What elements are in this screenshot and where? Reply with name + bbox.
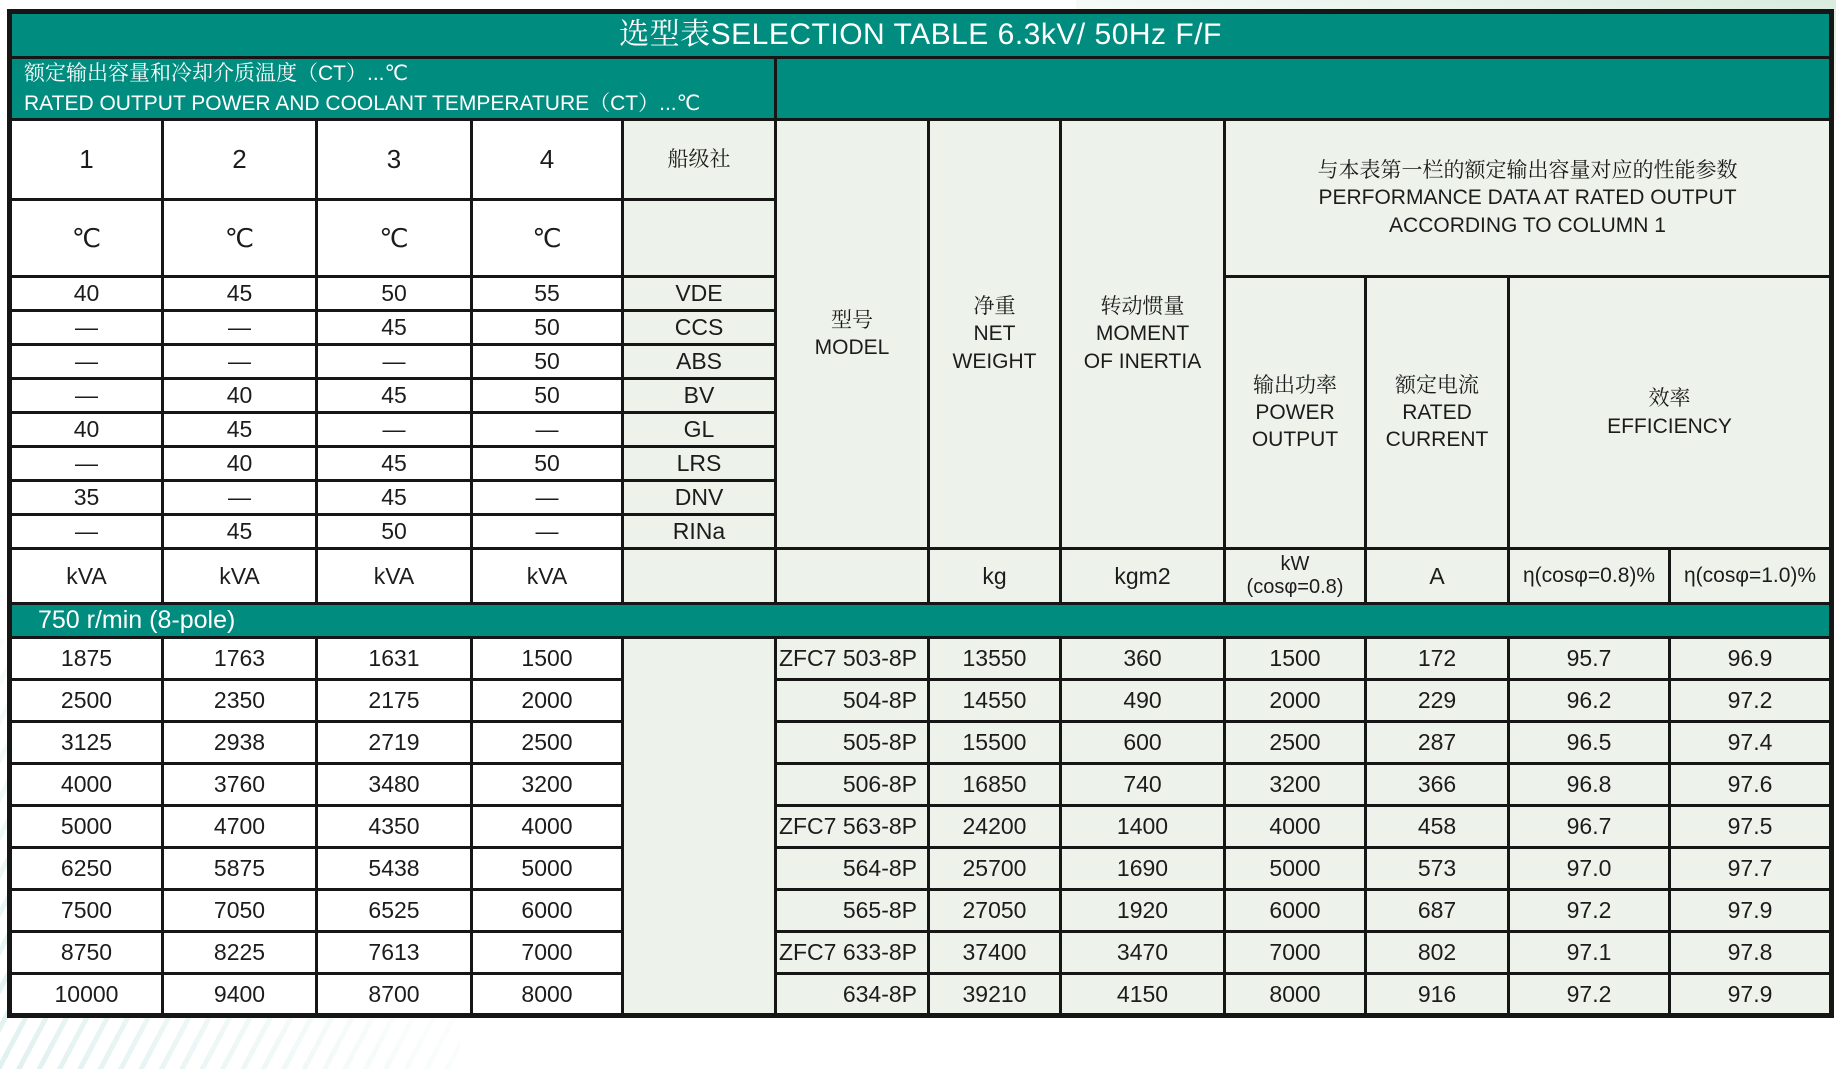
temp-cell: 50 [472,447,623,481]
kva-cell: 1875 [10,638,163,680]
power-cell: 6000 [1225,890,1366,932]
society-unit-spacer [623,549,776,604]
temp-cell: 45 [317,379,472,413]
efficiency-column-header [1509,277,1832,549]
subheader-row [10,58,1832,120]
inertia-header-zh: 转动惯量 [1100,295,1185,319]
current-cell: 916 [1366,974,1509,1016]
eff10-cell: 97.9 [1670,974,1832,1016]
eff10-cell: 96.9 [1670,638,1832,680]
society-cell: DNV [623,481,776,515]
table-title: 选型表SELECTION TABLE 6.3kV/ 50Hz F/F [10,12,1832,58]
data-row [10,764,1832,806]
eff10-cell: 97.7 [1670,848,1832,890]
celsius-cell-4: ℃ [472,200,623,277]
inertia-cell: 1690 [1061,848,1225,890]
kva-cell: 3760 [163,764,317,806]
temp-cell: 50 [317,277,472,311]
eff08-cell: 96.2 [1509,680,1670,722]
eff10-cell: 97.2 [1670,680,1832,722]
society-cell: RINa [623,515,776,549]
net-weight-cell: 13550 [929,638,1061,680]
inertia-cell: 740 [1061,764,1225,806]
temp-cell: — [472,515,623,549]
eff08-unit-cell: η(cosφ=0.8)% [1509,549,1670,604]
kva-cell: 6525 [317,890,472,932]
col-header-1: 1 [10,120,163,200]
kva-cell: 7613 [317,932,472,974]
power-cell: 4000 [1225,806,1366,848]
eff08-cell: 97.2 [1509,974,1670,1016]
kva-cell: 5000 [10,806,163,848]
performance-data-header [1225,120,1832,277]
temp-cell: — [163,345,317,379]
speed-band-row [10,604,1832,638]
current-cell: 573 [1366,848,1509,890]
model-cell: 504-8P [776,680,929,722]
temp-cell: 50 [472,311,623,345]
inertia-cell: 1920 [1061,890,1225,932]
efficiency-header-en: EFFICIENCY [1607,414,1732,438]
power-cell: 3200 [1225,764,1366,806]
temp-cell: 45 [163,413,317,447]
data-row [10,722,1832,764]
current-header-zh: 额定电流 [1395,373,1479,397]
col-header-4: 4 [472,120,623,200]
temp-cell: 35 [10,481,163,515]
temp-cell: — [163,481,317,515]
performance-header-zh: 与本表第一栏的额定输出容量对应的性能参数 [1317,159,1738,183]
rated-output-header-en: RATED OUTPUT POWER AND COOLANT TEMPERATURE（CT）...℃ [24,91,701,115]
temp-cell: — [10,447,163,481]
data-row [10,680,1832,722]
celsius-cell-2: ℃ [163,200,317,277]
rated-current-column-header [1366,277,1509,549]
kva-cell: 5875 [163,848,317,890]
kva-cell: 7500 [10,890,163,932]
society-data-spacer [623,638,776,1016]
net-weight-column-header [929,120,1061,549]
inertia-cell: 490 [1061,680,1225,722]
society-cell: GL [623,413,776,447]
current-cell: 172 [1366,638,1509,680]
kva-cell: 5438 [317,848,472,890]
society-cell: VDE [623,277,776,311]
eff08-cell: 97.1 [1509,932,1670,974]
kva-unit-cell: kVA [10,549,163,604]
inertia-cell: 360 [1061,638,1225,680]
model-cell: 505-8P [776,722,929,764]
model-header-zh: 型号 [831,308,873,332]
power-cell: 8000 [1225,974,1366,1016]
eff08-cell: 97.0 [1509,848,1670,890]
model-cell: ZFC7 503-8P [776,638,929,680]
net-weight-cell: 25700 [929,848,1061,890]
net-weight-header-en1: NET [973,322,1016,346]
celsius-cell-1: ℃ [10,200,163,277]
performance-header-en1: PERFORMANCE DATA AT RATED OUTPUT [1318,186,1737,210]
temp-cell: 40 [163,379,317,413]
eff10-cell: 97.4 [1670,722,1832,764]
inertia-cell: 4150 [1061,974,1225,1016]
temp-cell: 45 [163,277,317,311]
kva-cell: 4350 [317,806,472,848]
col-header-3: 3 [317,120,472,200]
temp-cell: — [317,413,472,447]
eff08-cell: 96.8 [1509,764,1670,806]
title-row [10,12,1832,58]
kva-cell: 3125 [10,722,163,764]
col-header-2: 2 [163,120,317,200]
model-cell: ZFC7 563-8P [776,806,929,848]
power-cell: 5000 [1225,848,1366,890]
rated-output-header-zh: 额定输出容量和冷却介质温度（CT）...℃ [24,62,409,86]
kva-cell: 2350 [163,680,317,722]
kva-cell: 4000 [10,764,163,806]
model-header-en: MODEL [814,336,890,359]
kva-cell: 9400 [163,974,317,1016]
kva-cell: 10000 [10,974,163,1016]
society-cell: CCS [623,311,776,345]
kva-cell: 2938 [163,722,317,764]
kva-cell: 8700 [317,974,472,1016]
rated-output-header [10,58,776,120]
kva-cell: 2500 [10,680,163,722]
kva-cell: 7050 [163,890,317,932]
temp-cell: 40 [163,447,317,481]
temp-cell: 45 [163,515,317,549]
temp-cell: — [472,481,623,515]
current-header-en2: CURRENT [1385,428,1489,452]
inertia-cell: 3470 [1061,932,1225,974]
kva-cell: 6250 [10,848,163,890]
net-weight-cell: 39210 [929,974,1061,1016]
temp-cell: 50 [472,345,623,379]
current-cell: 458 [1366,806,1509,848]
temp-cell: 50 [472,379,623,413]
kva-cell: 7000 [472,932,623,974]
selection-table [7,9,1834,1018]
temp-cell: 45 [317,311,472,345]
inertia-cell: 600 [1061,722,1225,764]
current-cell: 802 [1366,932,1509,974]
kgm2-unit-cell: kgm2 [1061,549,1225,604]
efficiency-header-zh: 效率 [1648,387,1691,411]
temp-cell: 50 [317,515,472,549]
kva-unit-cell: kVA [163,549,317,604]
current-header-en1: RATED [1402,400,1472,424]
temp-cell: 55 [472,277,623,311]
kva-unit-cell: kVA [472,549,623,604]
kw-unit-line1: kW [1280,553,1310,575]
eff08-cell: 96.7 [1509,806,1670,848]
celsius-row-society-spacer [623,200,776,277]
kva-cell: 8225 [163,932,317,974]
speed-band: 750 r/min (8-pole) [10,604,1832,638]
eff08-cell: 95.7 [1509,638,1670,680]
model-cell: ZFC7 633-8P [776,932,929,974]
kva-cell: 1763 [163,638,317,680]
power-cell: 2500 [1225,722,1366,764]
eff10-cell: 97.5 [1670,806,1832,848]
inertia-header-en2: OF INERTIA [1083,349,1202,373]
society-cell: LRS [623,447,776,481]
model-cell: 634-8P [776,974,929,1016]
column-number-row [10,120,1832,200]
temp-cell: — [317,345,472,379]
power-cell: 1500 [1225,638,1366,680]
current-cell: 229 [1366,680,1509,722]
kva-cell: 2175 [317,680,472,722]
kva-cell: 3200 [472,764,623,806]
temp-cell: — [10,345,163,379]
data-row [10,890,1832,932]
model-unit-spacer [776,549,929,604]
eff10-cell: 97.8 [1670,932,1832,974]
power-output-column-header [1225,277,1366,549]
data-row [10,806,1832,848]
model-cell: 564-8P [776,848,929,890]
net-weight-cell: 15500 [929,722,1061,764]
society-cell: ABS [623,345,776,379]
kva-cell: 8750 [10,932,163,974]
kva-cell: 5000 [472,848,623,890]
current-cell: 687 [1366,890,1509,932]
eff08-cell: 96.5 [1509,722,1670,764]
data-row [10,848,1832,890]
kva-cell: 1500 [472,638,623,680]
model-column-header [776,120,929,549]
temp-cell: — [10,379,163,413]
net-weight-cell: 14550 [929,680,1061,722]
temp-cell: — [10,515,163,549]
eff08-cell: 97.2 [1509,890,1670,932]
temp-cell: — [10,311,163,345]
data-row [10,932,1832,974]
kva-cell: 1631 [317,638,472,680]
kva-cell: 2500 [472,722,623,764]
power-header-zh: 输出功率 [1253,373,1337,397]
net-weight-cell: 27050 [929,890,1061,932]
current-cell: 366 [1366,764,1509,806]
power-header-en1: POWER [1255,400,1335,424]
kva-cell: 4000 [472,806,623,848]
net-weight-cell: 37400 [929,932,1061,974]
kva-cell: 2719 [317,722,472,764]
net-weight-cell: 24200 [929,806,1061,848]
current-cell: 287 [1366,722,1509,764]
temp-cell: — [472,413,623,447]
model-cell: 506-8P [776,764,929,806]
model-cell: 565-8P [776,890,929,932]
data-row [10,974,1832,1016]
kva-cell: 3480 [317,764,472,806]
kva-cell: 8000 [472,974,623,1016]
kw-unit-line2: (cosφ=0.8) [1246,576,1344,598]
kg-unit-cell: kg [929,549,1061,604]
temp-cell: 40 [10,413,163,447]
power-header-en2: OUTPUT [1251,428,1339,452]
amp-unit-cell: A [1366,549,1509,604]
eff10-unit-cell: η(cosφ=1.0)% [1670,549,1832,604]
data-row [10,638,1832,680]
celsius-cell-3: ℃ [317,200,472,277]
kva-unit-cell: kVA [317,549,472,604]
kw-unit-cell [1225,549,1366,604]
eff10-cell: 97.9 [1670,890,1832,932]
subheader-spacer [776,58,1832,120]
eff10-cell: 97.6 [1670,764,1832,806]
kva-cell: 2000 [472,680,623,722]
power-cell: 7000 [1225,932,1366,974]
inertia-cell: 1400 [1061,806,1225,848]
kva-cell: 4700 [163,806,317,848]
temp-cell: 40 [10,277,163,311]
kva-cell: 6000 [472,890,623,932]
net-weight-cell: 16850 [929,764,1061,806]
net-weight-header-en2: WEIGHT [952,349,1037,373]
temp-cell: 45 [317,447,472,481]
society-cell: BV [623,379,776,413]
inertia-column-header [1061,120,1225,549]
power-cell: 2000 [1225,680,1366,722]
temp-cell: — [163,311,317,345]
temp-cell: 45 [317,481,472,515]
units-row [10,549,1832,604]
net-weight-header-zh: 净重 [973,295,1016,319]
society-column-header: 船级社 [623,120,776,200]
inertia-header-en1: MOMENT [1095,322,1190,346]
performance-header-en2: ACCORDING TO COLUMN 1 [1389,213,1666,237]
